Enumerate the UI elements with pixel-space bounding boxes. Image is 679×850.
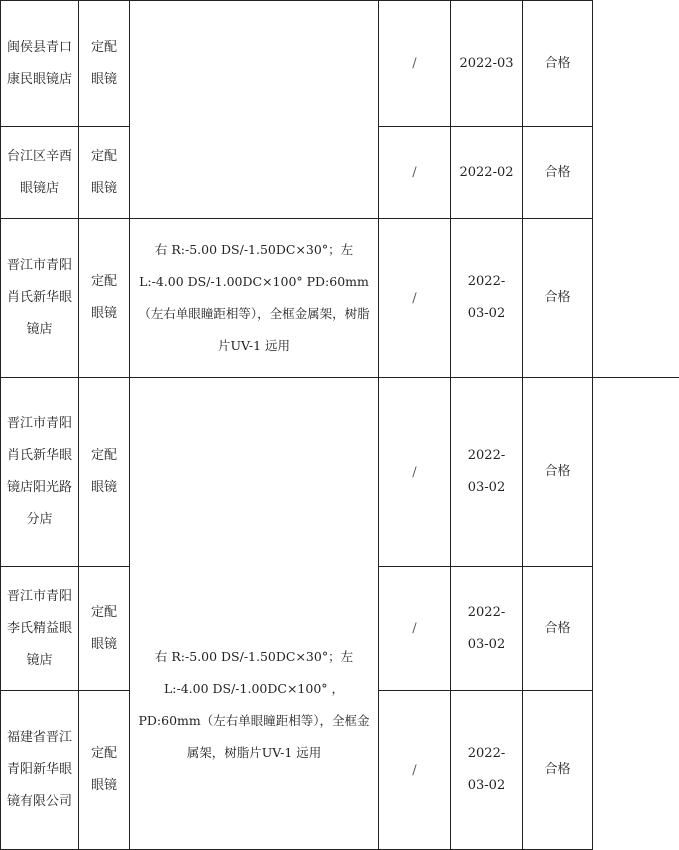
production-date: 2022-03-02 [467,746,506,793]
store-name: 晋江市青阳李氏精益眼镜店 [7,588,73,668]
model-value: / [412,464,417,480]
production-date: 2022-03-02 [467,604,506,652]
spec-text: 右 R:-5.00 DS/-1.50DC×30°；左 L:-4.00 DS/-1.00DC×100° ，PD:60mm（左右单眼瞳距相等），全框金属架，树脂片UV-1 远用 [138,649,370,760]
test-result: 合格 [544,464,571,479]
model-value: / [412,56,417,71]
store-name: 闽侯县青口康民眼镜店 [7,39,73,87]
test-result: 合格 [544,164,571,180]
product-name: 定配眼镜 [90,604,117,652]
product-name: 定配眼镜 [90,148,117,196]
product-name: 定配眼镜 [90,39,117,87]
test-result: 合格 [544,762,571,777]
test-result: 合格 [544,620,571,636]
product-name: 定配眼镜 [90,448,117,495]
model-value: / [412,621,417,636]
model-value: / [412,762,417,778]
store-name: 晋江市青阳肖氏新华眼镜店阳光路分店 [7,416,73,527]
store-name: 晋江市青阳肖氏新华眼镜店 [7,258,73,337]
product-name: 定配眼镜 [90,746,117,793]
model-value: / [412,290,417,306]
store-name: 福建省晋江青阳新华眼镜有限公司 [7,730,73,809]
production-date: 2022-02 [459,164,514,180]
model-value: / [412,165,417,180]
spec-text: 右 R:-5.00 DS/-1.50DC×30°；左 L:-4.00 DS/-1.00DC×100° PD:60mm（左右单眼瞳距相等），全框金属架，树脂片UV-1 远用 [138,242,370,353]
production-date: 2022-03-02 [467,274,506,321]
production-date: 2022-03 [459,55,514,71]
store-name: 台江区辛酉眼镜店 [7,148,73,196]
test-result: 合格 [544,55,571,71]
product-name: 定配眼镜 [90,274,117,321]
test-result: 合格 [544,290,571,305]
production-date: 2022-03-02 [467,448,506,495]
